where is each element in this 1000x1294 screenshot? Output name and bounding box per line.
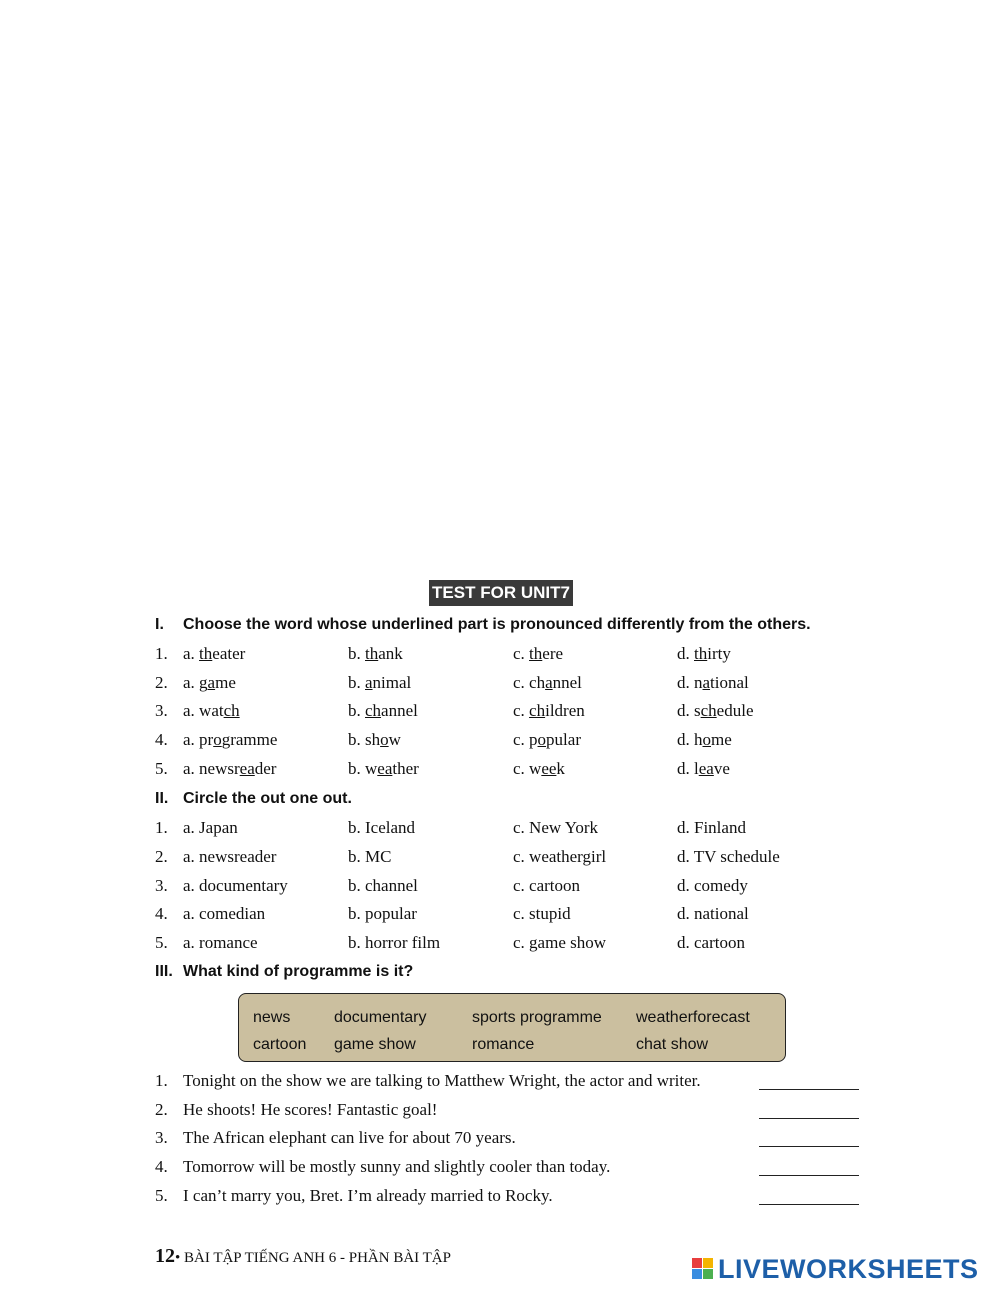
section-2-heading: [155, 790, 352, 808]
question-number: 4.: [155, 730, 168, 749]
answer-blank[interactable]: [759, 1118, 859, 1119]
question-number: 2.: [155, 847, 168, 866]
section-heading-text: Circle the out one out.: [183, 790, 352, 807]
option-b[interactable]: b. MC: [348, 847, 392, 866]
option-text: b.: [348, 701, 365, 720]
question-number: 5.: [155, 759, 168, 778]
question-row: [155, 673, 855, 697]
question-text: I can’t marry you, Bret. I’m already married to Rocky.: [183, 1186, 553, 1205]
option-b[interactable]: b. channel: [348, 876, 418, 895]
option-text: gramme: [221, 730, 278, 749]
question-row: [155, 730, 855, 754]
underlined-part: o: [213, 730, 222, 749]
question-number: 2.: [155, 1100, 168, 1119]
option-d[interactable]: d. TV schedule: [677, 847, 780, 866]
section-heading-text: What kind of programme is it?: [183, 963, 414, 980]
question-row: [155, 876, 855, 900]
option-a[interactable]: [183, 673, 236, 693]
question-number: 1.: [155, 644, 168, 663]
option-text: d. s: [677, 701, 701, 720]
option-a[interactable]: a. Japan: [183, 818, 238, 837]
option-c[interactable]: [513, 673, 582, 693]
option-text: tional: [710, 673, 749, 692]
option-text: nimal: [372, 673, 412, 692]
option-text: nnel: [552, 673, 582, 692]
underlined-part: th: [365, 644, 379, 663]
option-text: d.: [677, 644, 694, 663]
word-box-item: weatherforecast: [636, 1009, 750, 1026]
underlined-part: o: [380, 730, 389, 749]
underlined-part: ch: [223, 701, 240, 720]
option-c[interactable]: [513, 701, 585, 721]
option-c[interactable]: c. game show: [513, 933, 607, 952]
option-d[interactable]: [677, 759, 730, 779]
underlined-part: a: [545, 673, 553, 692]
option-text: b.: [348, 644, 365, 663]
section-number: III.: [155, 963, 173, 980]
option-c[interactable]: c. New York: [513, 818, 598, 837]
question-text: Tonight on the show we are talking to Matthew Wright, the actor and writer.: [183, 1071, 701, 1090]
underlined-part: ch: [529, 701, 546, 720]
question-number: 3.: [155, 701, 168, 720]
question-row: [155, 759, 855, 783]
question-number: 3.: [155, 1128, 168, 1147]
option-b[interactable]: b. popular: [348, 904, 417, 923]
underlined-part: ea: [377, 759, 393, 778]
answer-blank[interactable]: [759, 1146, 859, 1147]
page-title: TEST FOR UNIT7: [429, 580, 573, 606]
option-a[interactable]: a. romance: [183, 933, 258, 952]
option-b[interactable]: b. Iceland: [348, 818, 416, 837]
option-a[interactable]: a. documentary: [183, 876, 288, 895]
underlined-part: ea: [698, 759, 714, 778]
option-text: b.: [348, 673, 365, 692]
answer-blank[interactable]: [759, 1204, 859, 1205]
question-number: 1.: [155, 1071, 168, 1090]
option-text: pular: [546, 730, 581, 749]
section-heading-text: Choose the word whose underlined part is pronounced differently from the others.: [183, 616, 811, 633]
question-row: [155, 1186, 865, 1210]
question-number: 1.: [155, 818, 168, 837]
option-a[interactable]: a. comedian: [183, 904, 266, 923]
option-c[interactable]: [513, 730, 581, 750]
option-text: c. w: [513, 759, 542, 778]
option-b[interactable]: [348, 759, 419, 779]
option-text: ve: [713, 759, 730, 778]
option-b[interactable]: [348, 673, 411, 693]
word-box-item: sports programme: [472, 1009, 602, 1026]
word-box-item: documentary: [334, 1009, 427, 1026]
option-text: a. g: [183, 673, 208, 692]
option-b[interactable]: [348, 701, 418, 721]
option-b[interactable]: [348, 644, 403, 664]
option-text: edule: [716, 701, 754, 720]
logo-cubes-icon: [692, 1258, 714, 1280]
underlined-part: th: [529, 644, 543, 663]
option-text: a. newsr: [183, 759, 240, 778]
section-1-heading: [155, 616, 811, 634]
question-row: [155, 1157, 865, 1181]
question-number: 5.: [155, 933, 168, 952]
option-text: eater: [212, 644, 246, 663]
option-d[interactable]: d. cartoon: [677, 933, 745, 952]
option-a[interactable]: a. newsreader: [183, 847, 277, 866]
option-d[interactable]: [677, 644, 731, 664]
question-row: [155, 904, 855, 928]
option-c[interactable]: c. stupid: [513, 904, 571, 923]
section-3-heading: [155, 963, 413, 981]
option-d[interactable]: [677, 673, 749, 693]
option-text: a. wat: [183, 701, 224, 720]
option-text: irty: [707, 644, 731, 663]
option-a[interactable]: [183, 759, 276, 779]
question-number: 4.: [155, 904, 168, 923]
option-text: c. ch: [513, 673, 546, 692]
underlined-part: ea: [239, 759, 255, 778]
underlined-part: a: [365, 673, 373, 692]
option-d[interactable]: d. national: [677, 904, 749, 923]
question-row: [155, 1071, 865, 1095]
logo-text: LIVEWORKSHEETS: [718, 1254, 979, 1284]
option-text: der: [254, 759, 277, 778]
option-a[interactable]: [183, 730, 277, 750]
option-c[interactable]: [513, 644, 563, 664]
section-number: I.: [155, 616, 164, 633]
question-text: The African elephant can live for about 70 years.: [183, 1128, 516, 1147]
option-text: a. pr: [183, 730, 214, 749]
word-box: [238, 993, 786, 1062]
question-number: 2.: [155, 673, 168, 692]
question-row: [155, 847, 855, 871]
option-d[interactable]: d. comedy: [677, 876, 748, 895]
question-row: [155, 1128, 865, 1152]
question-row: [155, 1100, 865, 1124]
answer-blank[interactable]: [759, 1089, 859, 1090]
word-box-item: romance: [472, 1036, 535, 1053]
option-c[interactable]: [513, 759, 565, 779]
option-text: ere: [542, 644, 564, 663]
underlined-part: a: [702, 673, 711, 692]
option-text: ildren: [545, 701, 585, 720]
option-a[interactable]: [183, 701, 240, 721]
option-text: b. sh: [348, 730, 381, 749]
option-text: d. l: [677, 759, 699, 778]
answer-blank[interactable]: [759, 1175, 859, 1176]
option-text: ank: [378, 644, 403, 663]
option-text: d. h: [677, 730, 703, 749]
question-number: 4.: [155, 1157, 168, 1176]
option-c[interactable]: c. cartoon: [513, 876, 581, 895]
option-text: me: [215, 673, 236, 692]
word-box-item: chat show: [636, 1036, 709, 1053]
option-d[interactable]: [677, 701, 754, 721]
word-box-item: news: [253, 1009, 291, 1026]
option-d[interactable]: [677, 730, 732, 750]
option-text: ther: [392, 759, 419, 778]
option-b[interactable]: b. horror film: [348, 933, 441, 952]
option-text: c.: [513, 644, 530, 663]
section-number: II.: [155, 790, 169, 807]
underlined-part: th: [694, 644, 708, 663]
option-b[interactable]: [348, 730, 401, 750]
question-row: [155, 933, 855, 957]
word-box-item: game show: [334, 1036, 416, 1053]
option-text: annel: [381, 701, 418, 720]
option-text: k: [556, 759, 565, 778]
word-box-item: cartoon: [253, 1036, 307, 1053]
question-text: He shoots! He scores! Fantastic goal!: [183, 1100, 438, 1119]
underlined-part: o: [702, 730, 711, 749]
question-row: [155, 818, 855, 842]
question-number: 5.: [155, 1186, 168, 1205]
option-text: c. p: [513, 730, 538, 749]
question-text: Tomorrow will be mostly sunny and slightly cooler than today.: [183, 1157, 611, 1176]
underlined-part: ch: [700, 701, 717, 720]
question-row: [155, 644, 855, 668]
question-number: 3.: [155, 876, 168, 895]
option-text: d. n: [677, 673, 703, 692]
option-text: c.: [513, 701, 530, 720]
option-text: w: [388, 730, 401, 749]
underlined-part: th: [199, 644, 213, 663]
option-text: a.: [183, 644, 200, 663]
underlined-part: o: [537, 730, 547, 749]
question-row: [155, 701, 855, 725]
option-c[interactable]: c. weathergirl: [513, 847, 607, 866]
page-number: 12: [155, 1245, 175, 1267]
underlined-part: a: [207, 673, 216, 692]
underlined-part: ee: [541, 759, 557, 778]
option-d[interactable]: d. Finland: [677, 818, 746, 837]
underlined-part: ch: [365, 701, 382, 720]
option-a[interactable]: [183, 644, 245, 664]
option-text: me: [711, 730, 732, 749]
footer-text: • BÀI TẬP TIẾNG ANH 6 - PHẦN BÀI TẬP: [175, 1250, 451, 1266]
footer: [155, 1245, 451, 1268]
option-text: b. w: [348, 759, 378, 778]
